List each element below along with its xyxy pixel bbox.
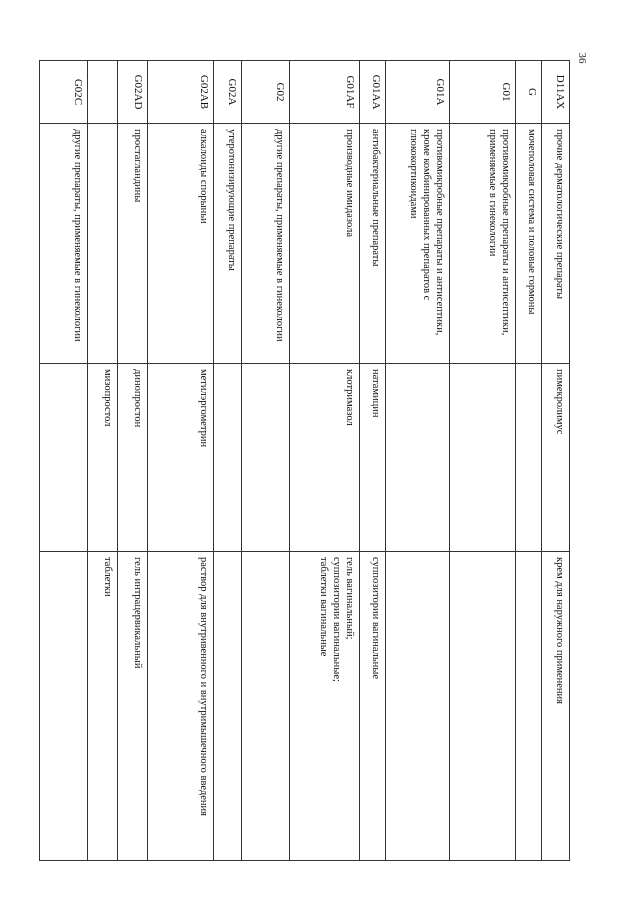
- dosage-forms: [290, 552, 360, 861]
- atc-code: G01AF: [290, 61, 360, 124]
- drug-name: [450, 364, 516, 552]
- group-name: противомикробные препараты и антисептики, применяемые в гинекологии: [450, 124, 516, 364]
- drug-name: [242, 364, 290, 552]
- dosage-form: раствор для внутривенного и внутримышечного введения: [198, 557, 209, 816]
- group-name: утеротонизирующие препараты: [214, 124, 242, 364]
- dosage-forms: [450, 552, 516, 861]
- dosage-form: крем для наружного применения: [554, 557, 565, 705]
- atc-code: G02AB: [148, 61, 214, 124]
- atc-code: G: [516, 61, 542, 124]
- group-name: другие препараты, применяемые в гинекологии: [242, 124, 290, 364]
- table-row: [118, 61, 148, 861]
- drug-classification-table: [39, 60, 570, 861]
- dosage-form: гель интрацервикальный: [132, 557, 143, 669]
- atc-code: G01A: [386, 61, 450, 124]
- group-name: мочеполовая система и половые гормоны: [516, 124, 542, 364]
- group-name: производные имидазола: [290, 124, 360, 364]
- drug-name: [386, 364, 450, 552]
- group-name: простагландины: [118, 124, 148, 364]
- drug-name: динопростон: [118, 364, 148, 552]
- dosage-forms: [242, 552, 290, 861]
- dosage-form: гель вагинальный;: [344, 557, 355, 640]
- group-name: алкалоиды спорыньи: [148, 124, 214, 364]
- table-row: [386, 61, 450, 861]
- table-row: [450, 61, 516, 861]
- atc-code: G02A: [214, 61, 242, 124]
- drug-name: [214, 364, 242, 552]
- atc-code: G02AD: [118, 61, 148, 124]
- group-name: антибактериальные препараты: [360, 124, 386, 364]
- drug-name: метилэргометрин: [148, 364, 214, 552]
- dosage-form: суппозитории вагинальные: [370, 557, 381, 679]
- dosage-forms: [542, 552, 570, 861]
- atc-code: G02C: [40, 61, 88, 124]
- dosage-forms: [516, 552, 542, 861]
- dosage-form: суппозитории вагинальные;: [330, 557, 342, 682]
- group-name: другие препараты, применяемые в гинекологии: [40, 124, 88, 364]
- table-row: [40, 61, 88, 861]
- dosage-form: таблетки: [102, 557, 113, 597]
- table-row: [214, 61, 242, 861]
- drug-name: клотримазол: [290, 364, 360, 552]
- drug-name: натамицин: [360, 364, 386, 552]
- table-row: [148, 61, 214, 861]
- dosage-forms: [148, 552, 214, 861]
- dosage-forms: [386, 552, 450, 861]
- group-name: [88, 124, 118, 364]
- drug-name: мизопростол: [88, 364, 118, 552]
- atc-code: [88, 61, 118, 124]
- table-row: [242, 61, 290, 861]
- group-name: противомикробные препараты и антисептики, кроме комбинированных препаратов с глюкокортикоидами: [386, 124, 450, 364]
- table-row: [542, 61, 570, 861]
- rotated-table-container: [60, 60, 570, 860]
- dosage-forms: [118, 552, 148, 861]
- group-name: прочие дерматологические препараты: [542, 124, 570, 364]
- dosage-forms: [214, 552, 242, 861]
- dosage-forms: [40, 552, 88, 861]
- dosage-forms: [360, 552, 386, 861]
- atc-code: D11AX: [542, 61, 570, 124]
- dosage-form: таблетки вагинальные: [317, 557, 329, 657]
- dosage-forms: [88, 552, 118, 861]
- table-row: [360, 61, 386, 861]
- table-row: [516, 61, 542, 861]
- page-number: 36: [576, 52, 588, 64]
- atc-code: G01AA: [360, 61, 386, 124]
- atc-code: G01: [450, 61, 516, 124]
- table-row: [88, 61, 118, 861]
- table-row: [290, 61, 360, 861]
- drug-name: [516, 364, 542, 552]
- drug-name: пимекролимус: [542, 364, 570, 552]
- drug-name: [40, 364, 88, 552]
- atc-code: G02: [242, 61, 290, 124]
